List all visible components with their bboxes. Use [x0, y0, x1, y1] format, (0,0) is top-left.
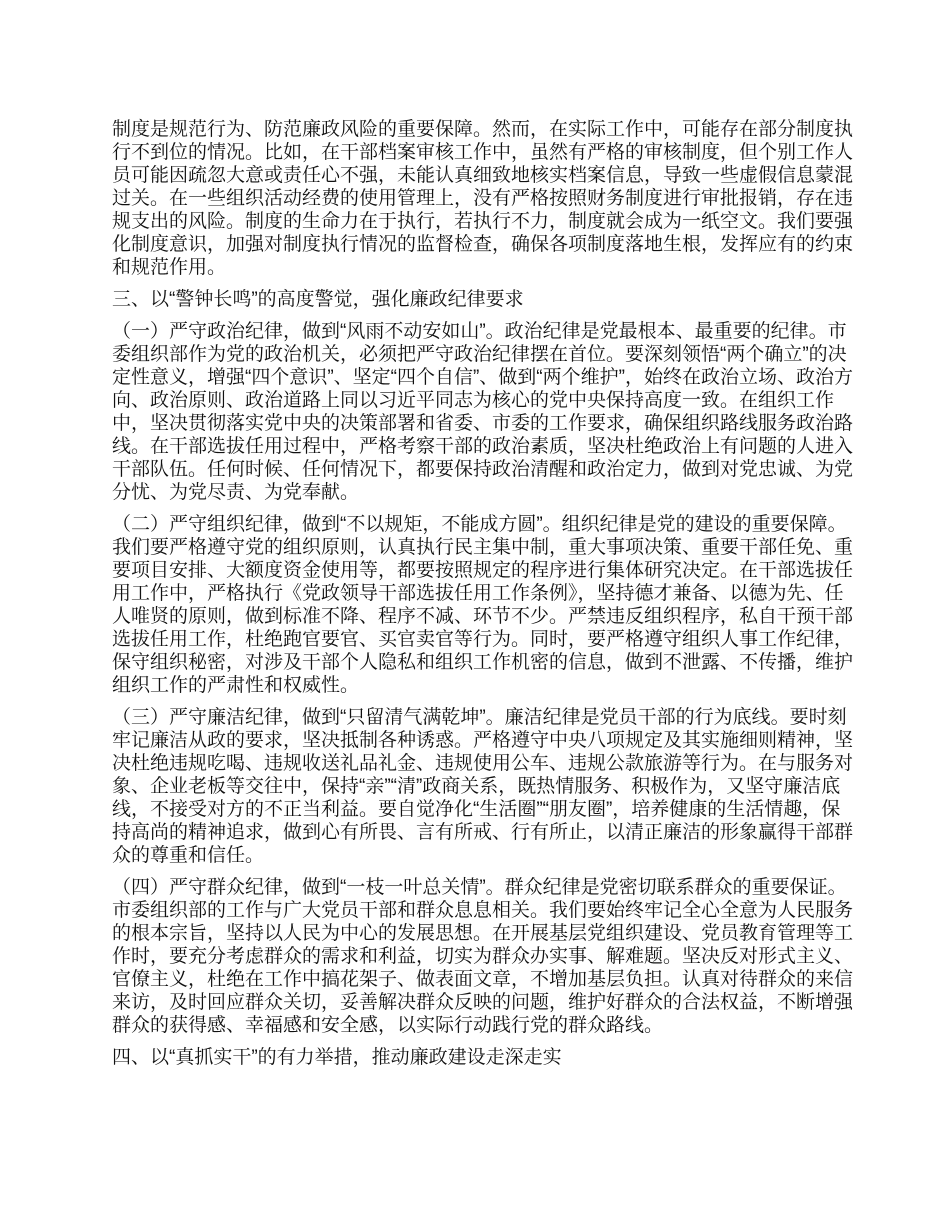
- section-heading: 四、以“真抓实干”的有力举措，推动廉政建设走深走实: [112, 1047, 562, 1068]
- body-paragraph: （三）严守廉洁纪律，做到“只留清气满乾坤”。廉洁纪律是党员干部的行为底线。要时刻牢记廉洁从政的要求，坚决抵制各种诱惑。严格遵守中央八项规定及其实施细则精神，坚决杜绝违规吃喝、违规收送礼品礼金、违规使用公车、违规公款旅游等行为。在与服务对象、企业老板等交往中，保持“亲”“清”政商关系，既热情服务、积极作为，又坚守廉洁底线，不接受对方的不正当利益。要自觉净化“生活圈”“朋友圈”，培养健康的生活情趣，保持高尚的精神追求，做到心有所畏、言有所戒、行有所止，以清正廉洁的形象赢得干部群众的尊重和信任。: [112, 707, 854, 866]
- section-heading: 三、以“警钟长鸣”的高度警觉，强化廉政纪律要求: [112, 289, 524, 310]
- body-paragraph: （一）严守政治纪律，做到“风雨不动安如山”。政治纪律是党最根本、最重要的纪律。市委组织部作为党的政治机关，必须把严守政治纪律摆在首位。要深刻领悟“两个确立”的决定性意义，增强“四个意识”、坚定“四个自信”、做到“两个维护”，始终在政治立场、政治方向、政治原则、政治道路上同以习近平同志为核心的党中央保持高度一致。在组织工作中，坚决贯彻落实党中央的决策部署和省委、市委的工作要求，确保组织路线服务政治路线。在干部选拔任用过程中，严格考察干部的政治素质，坚决杜绝政治上有问题的人进入干部队伍。任何时候、任何情况下，都要保持政治清醒和政治定力，做到对党忠诚、为党分忧、为党尽责、为党奉献。: [112, 321, 854, 503]
- body-paragraph: （二）严守组织纪律，做到“不以规矩，不能成方圆”。组织纪律是党的建设的重要保障。我们要严格遵守党的组织原则，认真执行民主集中制，重大事项决策、重要干部任免、重要项目安排、大额度资金使用等，都要按照规定的程序进行集体研究决定。在干部选拔任用工作中，严格执行《党政领导干部选拔任用工作条例》，坚持德才兼备、以德为先、任人唯贤的原则，做到标准不降、程序不减、环节不少。严禁违反组织程序，私自干预干部选拔任用工作，杜绝跑官要官、买官卖官等行为。同时，要严格遵守组织人事工作纪律，保守组织秘密，对涉及干部个人隐私和组织工作机密的信息，做到不泄露、不传播，维护组织工作的严肃性和权威性。: [112, 514, 854, 696]
- body-paragraph: 制度是规范行为、防范廉政风险的重要保障。然而，在实际工作中，可能存在部分制度执行不到位的情况。比如，在干部档案审核工作中，虽然有严格的审核制度，但个别工作人员可能因疏忽大意或责任心不强，未能认真细致地核实档案信息，导致一些虚假信息蒙混过关。在一些组织活动经费的使用管理上，没有严格按照财务制度进行审批报销，存在违规支出的风险。制度的生命力在于执行，若执行不力，制度就会成为一纸空文。我们要强化制度意识，加强对制度执行情况的监督检查，确保各项制度落地生根，发挥应有的约束和规范作用。: [112, 119, 854, 278]
- body-paragraph: （四）严守群众纪律，做到“一枝一叶总关情”。群众纪律是党密切联系群众的重要保证。市委组织部的工作与广大党员干部和群众息息相关。我们要始终牢记全心全意为人民服务的根本宗旨，坚持以人民为中心的发展思想。在开展基层党组织建设、党员教育管理等工作时，要充分考虑群众的需求和利益，切实为群众办实事、解难题。坚决反对形式主义、官僚主义，杜绝在工作中搞花架子、做表面文章，不增加基层负担。认真对待群众的来信来访，及时回应群众关切，妥善解决群众反映的问题，维护好群众的合法权益，不断增强群众的获得感、幸福感和安全感，以实际行动践行党的群众路线。: [112, 877, 854, 1036]
- document-body: [112, 118, 857, 1069]
